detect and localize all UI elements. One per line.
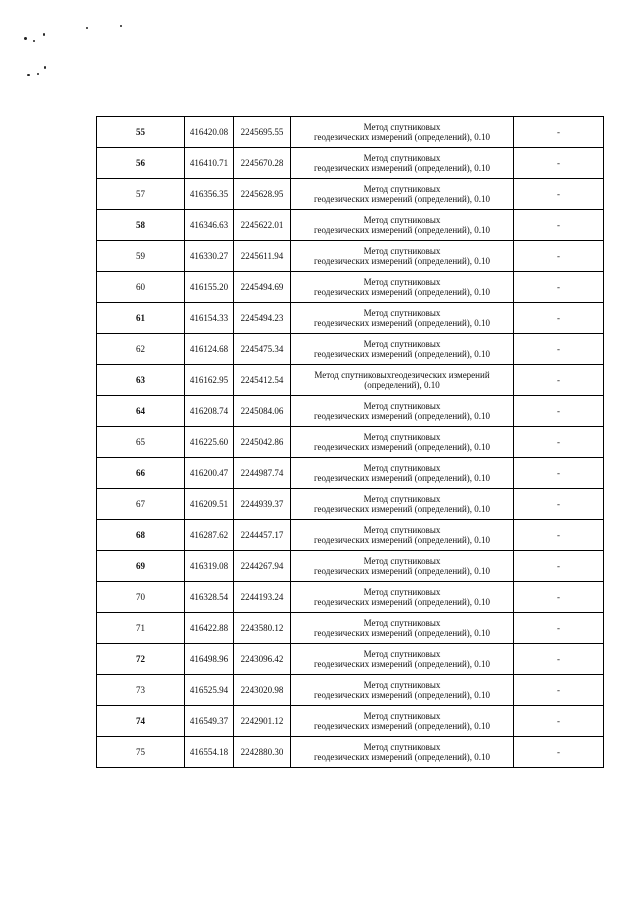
coord-y: 2243580.12 <box>234 613 291 644</box>
method-line-2: геодезических измерений (определений), 0.10 <box>313 132 491 142</box>
description-cell: - <box>514 737 604 768</box>
coord-x: 416420.08 <box>185 117 234 148</box>
method-line-2: геодезических измерений (определений), 0.10 <box>313 659 491 669</box>
method-cell <box>291 241 514 272</box>
coord-y: 2245622.01 <box>234 210 291 241</box>
description-cell: - <box>514 644 604 675</box>
coord-y: 2244457.17 <box>234 520 291 551</box>
coord-y: 2245628.95 <box>234 179 291 210</box>
point-number: 68 <box>97 520 185 551</box>
point-number: 74 <box>97 706 185 737</box>
scan-speck <box>86 27 88 29</box>
table-row <box>97 520 604 551</box>
coord-x: 416498.96 <box>185 644 234 675</box>
table-row <box>97 489 604 520</box>
method-line-1: Метод спутниковых <box>363 463 441 473</box>
method-line-2: геодезических измерений (определений), 0.10 <box>313 473 491 483</box>
method-line-2: геодезических измерений (определений), 0.10 <box>313 225 491 235</box>
point-number: 62 <box>97 334 185 365</box>
table-row <box>97 117 604 148</box>
table-row <box>97 179 604 210</box>
method-cell <box>291 117 514 148</box>
method-cell <box>291 582 514 613</box>
method-cell <box>291 272 514 303</box>
point-number: 72 <box>97 644 185 675</box>
method-cell <box>291 210 514 241</box>
table-row <box>97 365 604 396</box>
coord-y: 2244987.74 <box>234 458 291 489</box>
table-row <box>97 675 604 706</box>
method-cell <box>291 427 514 458</box>
method-cell <box>291 706 514 737</box>
table-row <box>97 613 604 644</box>
point-number: 65 <box>97 427 185 458</box>
coord-y: 2245042.86 <box>234 427 291 458</box>
point-number: 71 <box>97 613 185 644</box>
method-cell <box>291 334 514 365</box>
method-line-1: Метод спутниковых <box>363 277 441 287</box>
coord-x: 416287.62 <box>185 520 234 551</box>
method-line-2: геодезических измерений (определений), 0.10 <box>313 349 491 359</box>
point-number: 58 <box>97 210 185 241</box>
coord-y: 2245475.34 <box>234 334 291 365</box>
method-cell <box>291 396 514 427</box>
coord-x: 416410.71 <box>185 148 234 179</box>
description-cell: - <box>514 582 604 613</box>
coord-y: 2245412.54 <box>234 365 291 396</box>
description-cell: - <box>514 272 604 303</box>
table-row <box>97 551 604 582</box>
method-cell <box>291 551 514 582</box>
point-number: 75 <box>97 737 185 768</box>
coord-x: 416162.95 <box>185 365 234 396</box>
method-cell <box>291 179 514 210</box>
coord-x: 416154.33 <box>185 303 234 334</box>
description-cell: - <box>514 675 604 706</box>
method-line-2: (определений), 0.10 <box>364 380 440 390</box>
description-cell: - <box>514 241 604 272</box>
coord-y: 2245670.28 <box>234 148 291 179</box>
method-line-1: Метод спутниковых <box>363 680 441 690</box>
coord-x: 416225.60 <box>185 427 234 458</box>
method-line-2: геодезических измерений (определений), 0.10 <box>313 690 491 700</box>
coord-y: 2245494.23 <box>234 303 291 334</box>
method-line-1: Метод спутниковыхгеодезических измерений <box>314 370 490 380</box>
table-row <box>97 706 604 737</box>
description-cell: - <box>514 489 604 520</box>
description-cell: - <box>514 396 604 427</box>
coord-y: 2242901.12 <box>234 706 291 737</box>
method-cell <box>291 520 514 551</box>
method-line-2: геодезических измерений (определений), 0.10 <box>313 721 491 731</box>
method-line-1: Метод спутниковых <box>363 525 441 535</box>
description-cell: - <box>514 210 604 241</box>
coord-x: 416328.54 <box>185 582 234 613</box>
method-cell <box>291 613 514 644</box>
coord-x: 416346.63 <box>185 210 234 241</box>
description-cell: - <box>514 427 604 458</box>
coord-x: 416330.27 <box>185 241 234 272</box>
point-number: 55 <box>97 117 185 148</box>
method-line-1: Метод спутниковых <box>363 122 441 132</box>
method-line-1: Метод спутниковых <box>363 246 441 256</box>
table-row <box>97 148 604 179</box>
table-row <box>97 427 604 458</box>
method-line-1: Метод спутниковых <box>363 401 441 411</box>
coord-y: 2243020.98 <box>234 675 291 706</box>
point-number: 64 <box>97 396 185 427</box>
point-number: 57 <box>97 179 185 210</box>
coord-y: 2244267.94 <box>234 551 291 582</box>
point-number: 61 <box>97 303 185 334</box>
method-line-2: геодезических измерений (определений), 0.10 <box>313 752 491 762</box>
method-cell <box>291 303 514 334</box>
table-row <box>97 334 604 365</box>
coord-x: 416525.94 <box>185 675 234 706</box>
description-cell: - <box>514 458 604 489</box>
description-cell: - <box>514 179 604 210</box>
table-row <box>97 303 604 334</box>
method-line-2: геодезических измерений (определений), 0.10 <box>313 597 491 607</box>
method-line-1: Метод спутниковых <box>363 494 441 504</box>
method-line-1: Метод спутниковых <box>363 587 441 597</box>
description-cell: - <box>514 551 604 582</box>
scan-speck <box>24 37 27 40</box>
description-cell: - <box>514 148 604 179</box>
point-number: 60 <box>97 272 185 303</box>
description-cell: - <box>514 334 604 365</box>
point-number: 59 <box>97 241 185 272</box>
method-line-1: Метод спутниковых <box>363 432 441 442</box>
scan-speck <box>27 74 30 76</box>
scan-speck <box>37 73 39 75</box>
method-line-2: геодезических измерений (определений), 0.10 <box>313 163 491 173</box>
description-cell: - <box>514 365 604 396</box>
description-cell: - <box>514 117 604 148</box>
description-cell: - <box>514 613 604 644</box>
method-cell <box>291 148 514 179</box>
description-cell: - <box>514 706 604 737</box>
table-row <box>97 272 604 303</box>
coord-y: 2245494.69 <box>234 272 291 303</box>
method-line-2: геодезических измерений (определений), 0.10 <box>313 566 491 576</box>
method-line-1: Метод спутниковых <box>363 153 441 163</box>
method-cell <box>291 365 514 396</box>
table-row <box>97 458 604 489</box>
coord-x: 416319.08 <box>185 551 234 582</box>
scan-speck <box>120 25 122 27</box>
method-line-2: геодезических измерений (определений), 0.10 <box>313 628 491 638</box>
point-number: 73 <box>97 675 185 706</box>
method-line-2: геодезических измерений (определений), 0.10 <box>313 318 491 328</box>
coord-y: 2243096.42 <box>234 644 291 675</box>
method-cell <box>291 489 514 520</box>
table-row <box>97 644 604 675</box>
method-line-1: Метод спутниковых <box>363 339 441 349</box>
coord-x: 416200.47 <box>185 458 234 489</box>
method-line-1: Метод спутниковых <box>363 556 441 566</box>
method-line-1: Метод спутниковых <box>363 711 441 721</box>
scan-speck <box>43 33 45 36</box>
table-row <box>97 582 604 613</box>
coordinates-table <box>96 116 604 768</box>
coord-x: 416554.18 <box>185 737 234 768</box>
method-line-2: геодезических измерений (определений), 0.10 <box>313 256 491 266</box>
coord-x: 416155.20 <box>185 272 234 303</box>
scan-speck <box>33 40 35 42</box>
point-number: 63 <box>97 365 185 396</box>
method-line-1: Метод спутниковых <box>363 215 441 225</box>
coord-x: 416356.35 <box>185 179 234 210</box>
method-line-2: геодезических измерений (определений), 0.10 <box>313 442 491 452</box>
method-line-1: Метод спутниковых <box>363 184 441 194</box>
coord-x: 416422.88 <box>185 613 234 644</box>
description-cell: - <box>514 303 604 334</box>
scan-speck <box>44 66 46 69</box>
coord-x: 416209.51 <box>185 489 234 520</box>
coord-x: 416124.68 <box>185 334 234 365</box>
method-line-2: геодезических измерений (определений), 0.10 <box>313 287 491 297</box>
method-line-1: Метод спутниковых <box>363 618 441 628</box>
coord-y: 2244939.37 <box>234 489 291 520</box>
coord-x: 416549.37 <box>185 706 234 737</box>
coord-y: 2245611.94 <box>234 241 291 272</box>
point-number: 69 <box>97 551 185 582</box>
coord-y: 2245084.06 <box>234 396 291 427</box>
method-line-2: геодезических измерений (определений), 0.10 <box>313 411 491 421</box>
point-number: 67 <box>97 489 185 520</box>
coord-y: 2242880.30 <box>234 737 291 768</box>
point-number: 66 <box>97 458 185 489</box>
coord-y: 2244193.24 <box>234 582 291 613</box>
table-row <box>97 210 604 241</box>
coord-y: 2245695.55 <box>234 117 291 148</box>
table-row <box>97 737 604 768</box>
method-line-2: геодезических измерений (определений), 0.10 <box>313 504 491 514</box>
method-line-2: геодезических измерений (определений), 0.10 <box>313 535 491 545</box>
method-line-1: Метод спутниковых <box>363 649 441 659</box>
method-cell <box>291 458 514 489</box>
method-line-1: Метод спутниковых <box>363 308 441 318</box>
method-cell <box>291 675 514 706</box>
coord-x: 416208.74 <box>185 396 234 427</box>
point-number: 70 <box>97 582 185 613</box>
table-row <box>97 241 604 272</box>
point-number: 56 <box>97 148 185 179</box>
method-cell <box>291 737 514 768</box>
table-row <box>97 396 604 427</box>
method-cell <box>291 644 514 675</box>
description-cell: - <box>514 520 604 551</box>
method-line-1: Метод спутниковых <box>363 742 441 752</box>
method-line-2: геодезических измерений (определений), 0.10 <box>313 194 491 204</box>
